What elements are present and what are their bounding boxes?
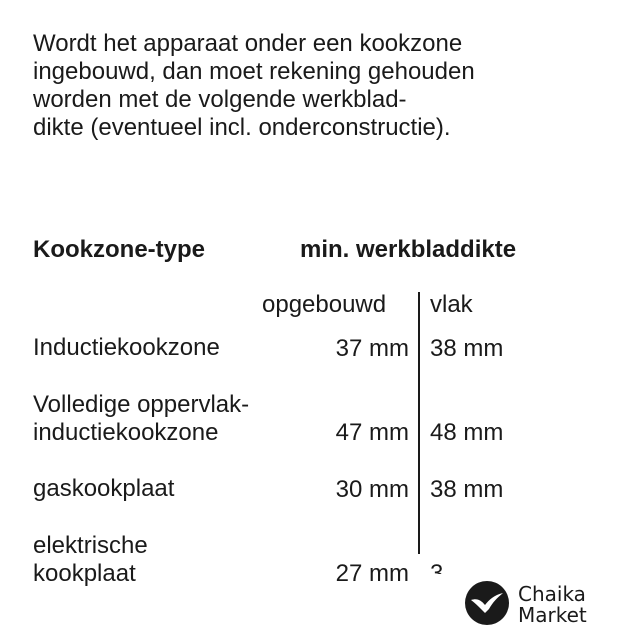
row-label: gaskookplaat: [33, 475, 175, 502]
watermark-line: Chaika: [518, 582, 586, 606]
seagull-logo-icon: [464, 580, 510, 626]
column-header-thickness: min. werkbladdikte: [300, 236, 517, 263]
watermark-logo: [464, 580, 624, 628]
intro-line: worden met de volgende werkblad-: [33, 86, 407, 113]
row-label: kookplaat: [33, 560, 136, 587]
row-value-built-on: 30 mm: [335, 476, 409, 503]
row-value-built-on: 27 mm: [335, 560, 409, 587]
row-label: Volledige oppervlak-: [33, 391, 250, 418]
row-label: Inductiekookzone: [33, 334, 220, 361]
row-value-flush: 38 mm: [430, 476, 504, 503]
intro-paragraph: [33, 30, 623, 142]
watermark-text: [518, 584, 587, 626]
subheader-built-on: opgebouwd: [262, 291, 387, 318]
row-value-built-on: 47 mm: [335, 419, 409, 446]
intro-line: Wordt het apparaat onder een kookzone: [33, 30, 463, 57]
intro-line: dikte (eventueel incl. onderconstructie).: [33, 114, 451, 141]
subheader-flush: vlak: [430, 291, 473, 318]
column-divider: [418, 292, 420, 554]
row-value-built-on: 37 mm: [335, 335, 409, 362]
row-label: inductiekookzone: [33, 419, 219, 446]
row-label: elektrische: [33, 532, 148, 559]
column-header-type: Kookzone-type: [33, 236, 206, 263]
row-value-flush: 48 mm: [430, 419, 504, 446]
intro-line: ingebouwd, dan moet rekening gehouden: [33, 58, 475, 85]
watermark-line: Market: [518, 603, 587, 627]
row-value-flush: 38 mm: [430, 335, 504, 362]
